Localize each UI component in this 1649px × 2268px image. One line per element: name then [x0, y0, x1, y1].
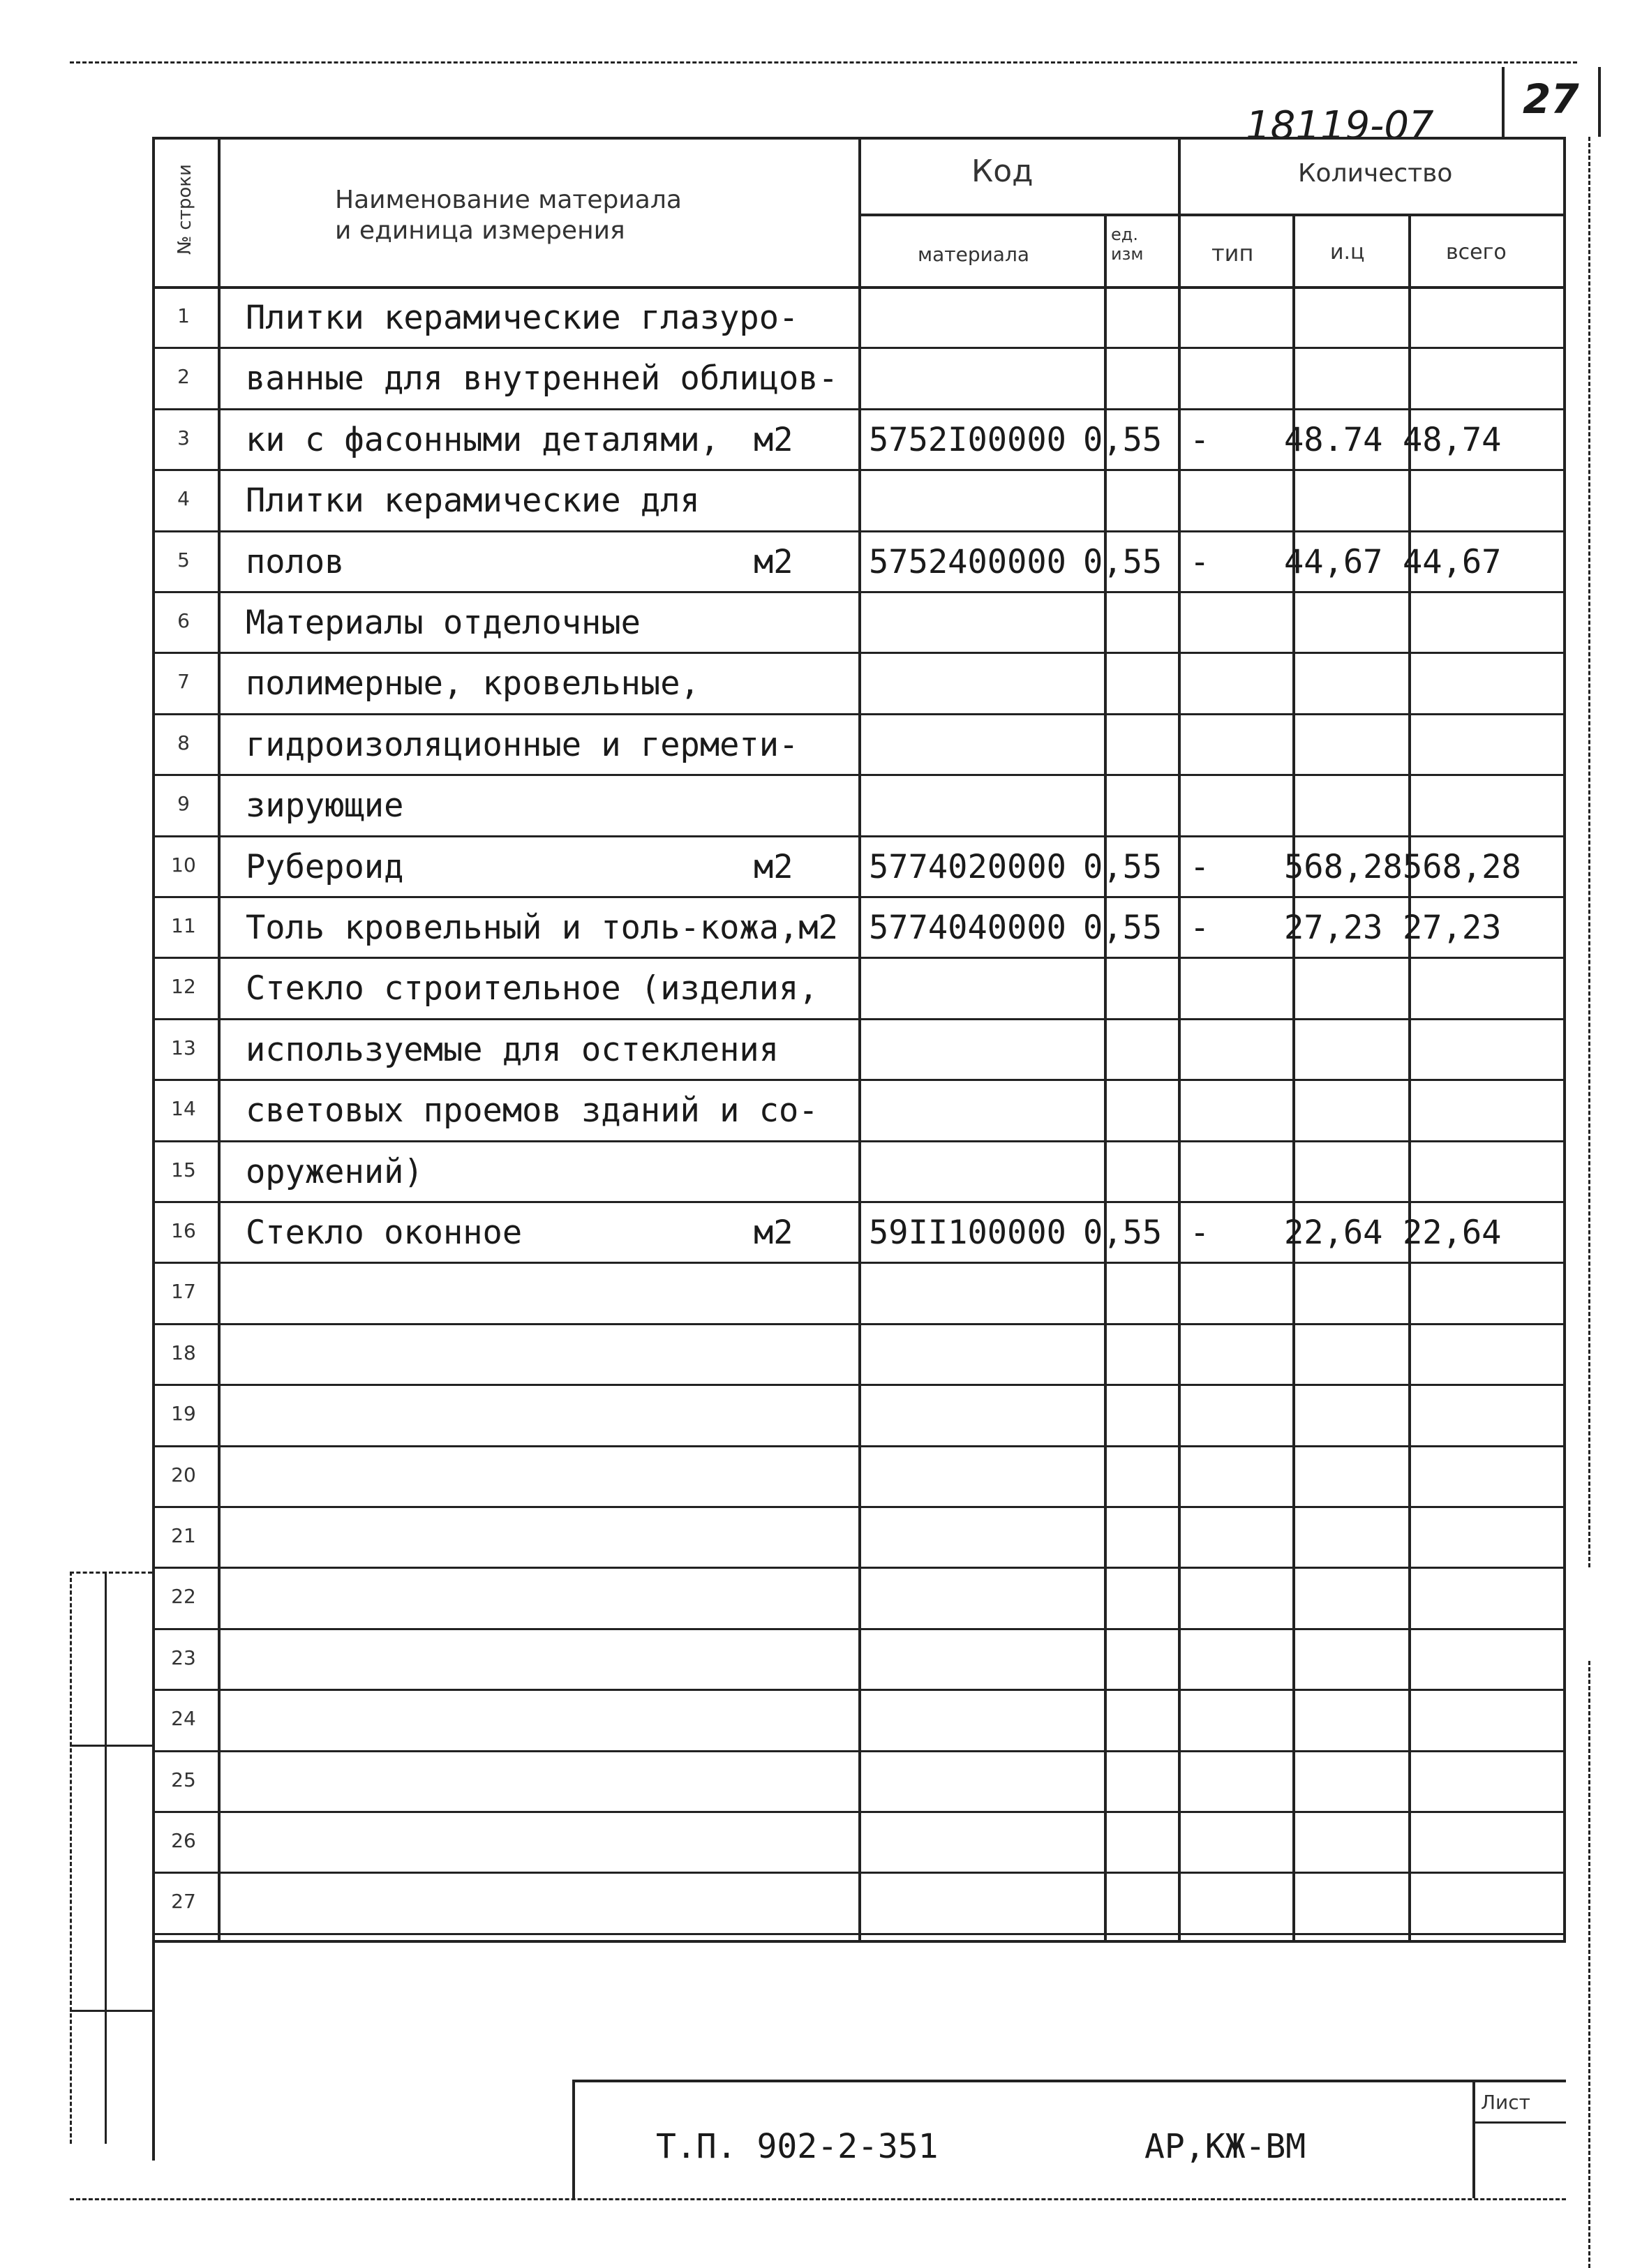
row-number: 25 [171, 1768, 196, 1791]
quantity-total: 568,28 [1403, 847, 1521, 886]
qty-total-header: всего [1446, 240, 1507, 264]
row-divider [152, 1750, 1566, 1752]
material-unit: м2 [754, 1214, 793, 1252]
right-edge-dashed-lower [1588, 1661, 1590, 2268]
page-number: 27 [1523, 75, 1579, 123]
material-code: 5752400000 [869, 542, 1066, 581]
row-divider [152, 1811, 1566, 1813]
row-number: 27 [171, 1890, 196, 1913]
row-divider [152, 347, 1566, 349]
row-divider [152, 652, 1566, 654]
col-qty-right [1408, 214, 1411, 1940]
quantity-per-unit: 27,23 [1284, 909, 1383, 947]
quantity-type: - [1190, 909, 1210, 947]
row-divider [152, 1384, 1566, 1386]
row-divider [152, 774, 1566, 776]
row-divider [152, 530, 1566, 532]
margin-line-2 [105, 1572, 107, 2144]
material-unit: м2 [754, 847, 793, 886]
material-name: Плитки керамические для [246, 482, 700, 521]
col-unit-right [1178, 137, 1181, 1940]
row-divider [152, 713, 1566, 715]
row-number: 11 [171, 914, 196, 937]
row-number: 14 [171, 1097, 196, 1121]
row-divider [152, 408, 1566, 410]
qty-per-header: и.ц [1330, 240, 1365, 264]
sheet-box-left [1472, 2080, 1475, 2198]
material-code: 59II100000 [869, 1214, 1066, 1252]
qty-type-header: тип [1211, 240, 1254, 267]
row-divider [152, 896, 1566, 898]
material-name: полимерные, кровельные, [246, 664, 700, 703]
material-name: Рубероид [246, 847, 404, 886]
row-divider [152, 1323, 1566, 1325]
page-box-left [1502, 67, 1505, 137]
row-number: 4 [177, 487, 190, 511]
row-number: 9 [177, 792, 190, 816]
row-divider [152, 1201, 1566, 1203]
material-name: полов [246, 542, 345, 581]
material-name: Плитки керамические глазуро- [246, 299, 799, 337]
row-divider [152, 1872, 1566, 1874]
material-name: ки с фасонными деталями, [246, 420, 720, 459]
row-number: 13 [171, 1036, 196, 1059]
row-number: 22 [171, 1585, 196, 1609]
title-block-left [572, 2080, 575, 2198]
row-number: 6 [177, 609, 190, 632]
row-number: 16 [171, 1219, 196, 1242]
row-divider [152, 1689, 1566, 1691]
code-header: Код [971, 154, 1034, 189]
col-code-right [1104, 214, 1107, 1940]
col-total-right [1563, 137, 1566, 1940]
row-divider [152, 469, 1566, 471]
material-code: 5752I00000 [869, 420, 1066, 459]
row-number: 17 [171, 1280, 196, 1304]
page-box-right [1598, 67, 1601, 137]
material-name: гидроизоляционные и гермети- [246, 725, 799, 764]
title-block-top [572, 2080, 1566, 2082]
row-divider [152, 1506, 1566, 1508]
unit-coefficient: 0,55 [1083, 847, 1163, 886]
top-border-dashed [70, 61, 1577, 64]
row-divider [152, 1933, 1566, 1935]
quantity-type: - [1190, 847, 1210, 886]
row-number: 19 [171, 1402, 196, 1426]
sheet-label: Лист [1481, 2091, 1530, 2114]
rownum-header: № строки [174, 164, 195, 255]
table-bottom-border [152, 1940, 1566, 1943]
material-name: Стекло строительное (изделия, [246, 969, 819, 1008]
row-divider [152, 1628, 1566, 1630]
quantity-header: Количество [1298, 159, 1453, 188]
quantity-total: 44,67 [1403, 542, 1502, 581]
row-number: 12 [171, 975, 196, 999]
material-code: 5774020000 [869, 847, 1066, 886]
document-number: 18119-07 [1246, 103, 1434, 149]
material-unit: м2 [754, 542, 793, 581]
row-number: 18 [171, 1341, 196, 1364]
row-number: 26 [171, 1829, 196, 1852]
code-unit-header: ед. изм [1111, 225, 1144, 264]
col-type-right [1292, 214, 1295, 1940]
row-divider [152, 1262, 1566, 1264]
material-name: используемые для остекления [246, 1030, 779, 1069]
quantity-per-unit: 568,28 [1284, 847, 1403, 886]
quantity-type: - [1190, 420, 1210, 459]
right-edge-dashed [1588, 137, 1590, 1567]
row-number: 23 [171, 1646, 196, 1669]
header-sub-border [858, 214, 1566, 216]
row-number: 21 [171, 1524, 196, 1547]
unit-coefficient: 0,55 [1083, 420, 1163, 459]
unit-coefficient: 0,55 [1083, 542, 1163, 581]
name-header-line2: и единица измерения [335, 216, 625, 245]
row-number: 8 [177, 731, 190, 754]
quantity-type: - [1190, 542, 1210, 581]
section-code: АР,КЖ-ВМ [1144, 2127, 1306, 2166]
unit-coefficient: 0,55 [1083, 1214, 1163, 1252]
margin-line-1 [70, 1572, 72, 2144]
row-number: 5 [177, 548, 190, 572]
row-number: 24 [171, 1707, 196, 1731]
material-code: 5774040000 [869, 909, 1066, 947]
quantity-type: - [1190, 1214, 1210, 1252]
quantity-total: 48,74 [1403, 420, 1502, 459]
margin-h-3 [70, 2010, 152, 2012]
row-divider [152, 835, 1566, 837]
row-divider [152, 1140, 1566, 1142]
row-number: 1 [177, 304, 190, 327]
row-number: 3 [177, 426, 190, 449]
quantity-total: 27,23 [1403, 909, 1502, 947]
row-number: 10 [171, 853, 196, 876]
row-number: 7 [177, 670, 190, 694]
material-name: световых проемов зданий и со- [246, 1091, 819, 1131]
code-material-header: материала [918, 243, 1030, 266]
quantity-per-unit: 44,67 [1284, 542, 1383, 581]
name-header-line1: Наименование материала [335, 186, 682, 214]
unit-coefficient: 0,55 [1083, 909, 1163, 947]
material-name: ванные для внутренней облицов- [246, 359, 838, 398]
quantity-per-unit: 22,64 [1284, 1214, 1383, 1252]
quantity-total: 22,64 [1403, 1214, 1502, 1252]
sheet-box-divider [1472, 2121, 1566, 2124]
material-unit: м2 [754, 420, 793, 459]
margin-h-2 [70, 1745, 152, 1747]
quantity-per-unit: 48.74 [1284, 420, 1383, 459]
material-name: Материалы отделочные [246, 604, 641, 642]
row-divider [152, 1079, 1566, 1081]
row-divider [152, 957, 1566, 959]
row-divider [152, 1018, 1566, 1020]
row-divider [152, 1567, 1566, 1569]
col-name-right [858, 137, 861, 1940]
row-number: 15 [171, 1158, 196, 1181]
material-name: зирующие [246, 786, 404, 826]
row-divider [152, 1445, 1566, 1447]
project-number: Т.П. 902-2-351 [656, 2127, 939, 2166]
material-name: Стекло оконное [246, 1214, 523, 1252]
row-number: 2 [177, 365, 190, 389]
row-number: 20 [171, 1463, 196, 1486]
bottom-border-dashed [70, 2198, 1566, 2200]
material-name: Толь кровельный и толь-кожа,м2 [246, 909, 838, 947]
col-rownum-right [218, 137, 221, 1940]
margin-h-1 [70, 1572, 152, 1574]
material-name: оружений) [246, 1152, 424, 1191]
row-divider [152, 591, 1566, 593]
